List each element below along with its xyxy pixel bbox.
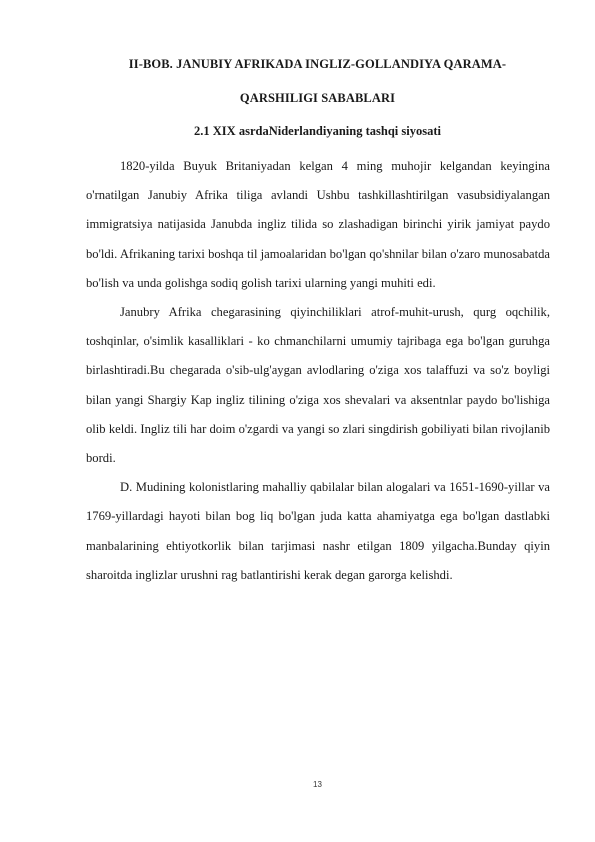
body-text bbox=[86, 152, 550, 590]
paragraph-3: D. Mudining kolonistlaring mahalliy qabilalar bilan alogalari va 1651-1690-yillar va 1769-yillardagi hayoti bilan bog liq bo'lgan juda katta ahamiyatga ega bo'lgan dastlabki manbalarining ehtiyotkorlik bilan tarjimasi nashr etilgan 1809 yilgacha.Bunday qiyin sharoitda inglizlar urushni rag batlantirishi kerak degan garorga kelishdi. bbox=[86, 480, 550, 582]
paragraph-1: 1820-yilda Buyuk Britaniyadan kelgan 4 ming muhojir kelgandan keyingina o'rnatilgan Janubiy Afrika tiliga avlandi Ushbu tashkillashtirilgan vasubsidiyalangan immigratsiya natijasida Janubda ingliz tilida so zlashadigan birinchi yirik jamiyat paydo bo'ldi. Afrikaning tarixi boshqa til jamoalaridan bo'lgan qo'shnilar bilan o'zaro munosabatda bo'lish va unda golishga sodiq golish tarixi ularning yangi muhiti edi. bbox=[86, 159, 550, 290]
chapter-title-line-2: QARSHILIGI SABABLARI bbox=[239, 91, 396, 105]
section-heading: 2.1 XIX asrdaNiderlandiyaning tashqi siyosati bbox=[194, 124, 441, 138]
paragraph-2: Janubry Afrika chegarasining qiyinchiliklari atrof-muhit-urush, qurg oqchilik, toshqinlar, o'simlik kasalliklari - ko chmanchilarni umumiy tajribaga ega bo'lgan guruhga birlashtiradi.Bu chegarada o'sib-ulg'aygan avlodlaring o'ziga xos talaffuzi va so'z boyligi bilan yangi Shargiy Kap ingliz tilining o'ziga xos shevalari va aksentnlar paydo bo'lishiga olib keldi. Ingliz tili har doim o'zgardi va yangi so zlari singdirish gobiliyati bilan rivojlanib bordi. bbox=[86, 305, 550, 466]
page-number: 13 bbox=[313, 780, 322, 789]
chapter-title-line-1: II-BOB. JANUBIY AFRIKADA INGLIZ-GOLLANDIYA QARAMA- bbox=[128, 57, 507, 71]
